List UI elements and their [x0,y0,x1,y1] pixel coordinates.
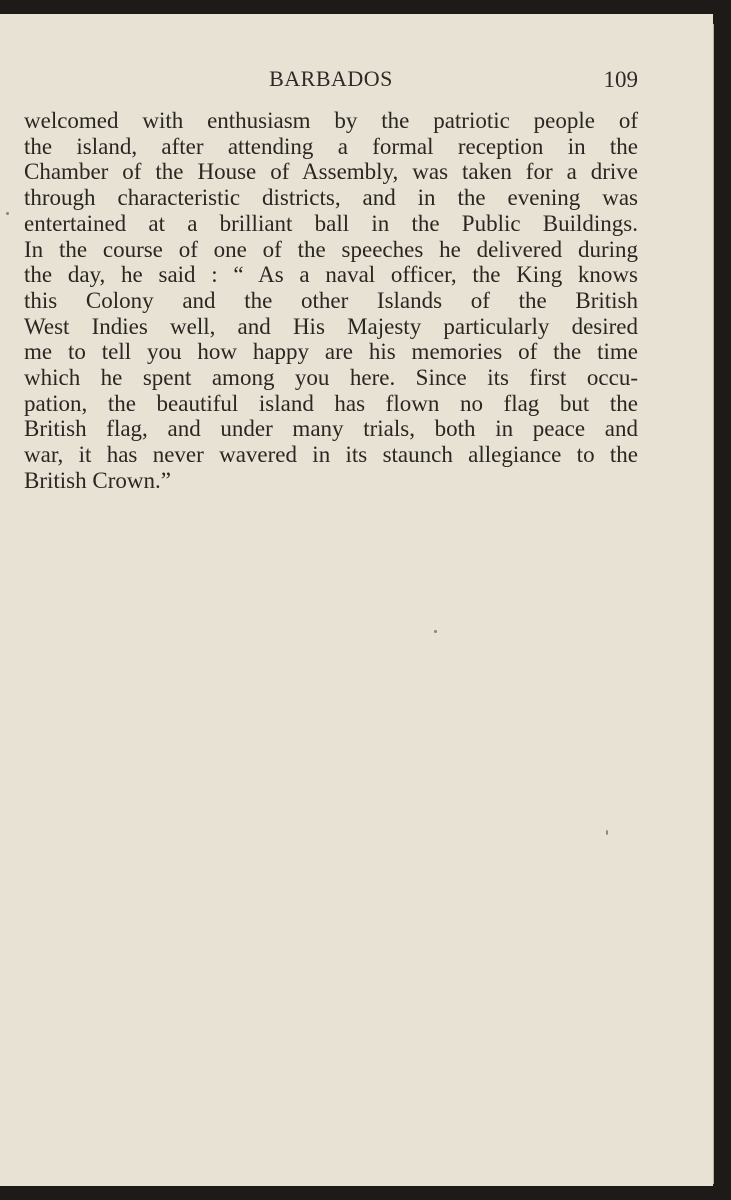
text-line: In the course of one of the speeches he delivered during [24,236,638,262]
paper-speck [606,830,608,835]
page-number: 109 [603,67,638,92]
text-line-last: British Crown.” [24,467,171,493]
paper-speck [434,630,437,633]
text-line: the day, he said : “ As a naval officer, the King knows [24,262,638,288]
body-text [24,108,638,494]
text-line: Chamber of the House of Assembly, was taken for a drive [24,159,638,185]
text-line: me to tell you how happy are his memories of the time [24,339,638,365]
text-line: West Indies well, and His Majesty particularly desired [24,313,638,339]
text-line: pation, the beautiful island has flown no flag but the [24,390,638,416]
book-page [0,14,713,1186]
text-line: the island, after attending a formal reception in the [24,133,638,159]
text-line: war, it has never wavered in its staunch allegiance to the [24,442,638,468]
text-line: through characteristic districts, and in the evening was [24,185,638,211]
text-line: welcomed with enthusiasm by the patriotic people of [24,108,638,133]
paper-speck [6,212,9,215]
text-line: this Colony and the other Islands of the British [24,287,638,313]
running-head [24,66,638,96]
text-line: entertained at a brilliant ball in the Public Buildings. [24,210,638,236]
text-line: which he spent among you here. Since its first occu- [24,365,638,391]
running-title: BARBADOS [269,66,393,91]
text-line: British flag, and under many trials, both in peace and [24,416,638,442]
